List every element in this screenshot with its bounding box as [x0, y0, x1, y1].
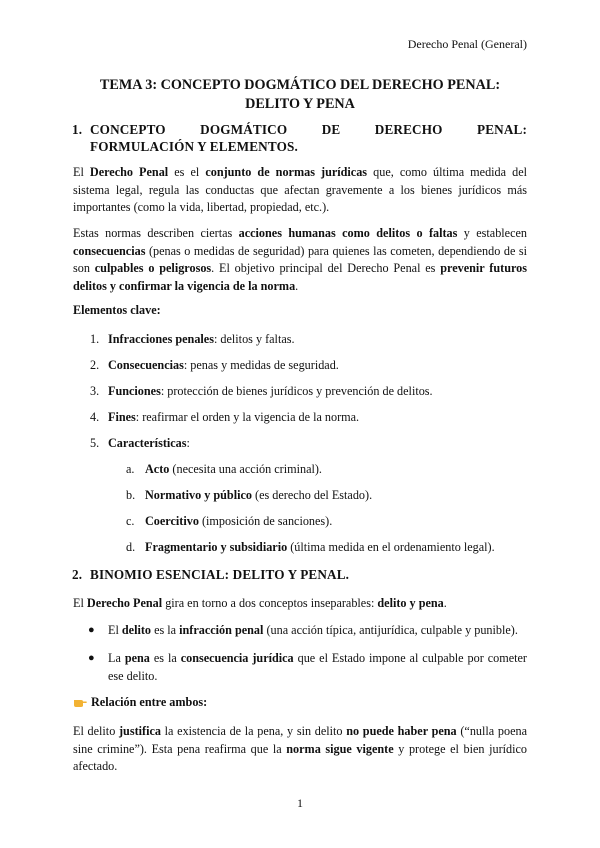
paragraph-definition: El Derecho Penal es el conjunto de normas jurídicas que, como última medida del sistema legal, regula las conductas que afectan gravemente a los bienes jurídicos más importantes (como la vida, libertad, propiedad, etc.). [73, 165, 527, 214]
list-item: 1. Infracciones penales: delitos y faltas. [90, 332, 295, 346]
section-2-number: 2. [72, 567, 83, 582]
paragraph-binomial: El Derecho Penal gira en torno a dos conceptos inseparables: delito y pena. [73, 596, 447, 610]
section-2-title: BINOMIO ESENCIAL: DELITO Y PENAL. [90, 567, 350, 582]
running-header: Derecho Penal (General) [407, 37, 527, 51]
elements-heading: Elementos clave: [73, 303, 161, 317]
list-item: 5. Características: [90, 436, 190, 450]
section-2-heading [72, 566, 527, 583]
paragraph-relation: El delito justifica la existencia de la pena, y sin delito no puede haber pena (“nulla poena sine crimine”). Esta pena reafirma que la norma sigue vigente y protege el bien jurídico afectado. [73, 724, 528, 773]
bullet-item: ● El delito es la infracción penal (una acción típica, antijurídica, culpable y punible). [108, 622, 527, 640]
sub-list-item: c. Coercitivo (imposición de sanciones). [126, 514, 333, 528]
bullet-dot-icon: ● [88, 624, 95, 636]
paragraph-norms: Estas normas describen ciertas acciones humanas como delitos o faltas y establecen consecuencias (penas o medidas de seguridad) para quienes las cometen, dependiendo de si son culpables o peligrosos. El objetivo principal del Derecho Penal es prevenir futuros delitos y confirmar la vigencia de la norma. [73, 226, 528, 293]
list-item: 3. Funciones: protección de bienes jurídicos y prevención de delitos. [90, 384, 433, 398]
section-1-number: 1. [72, 122, 83, 137]
bullet-item: ● La pena es la consecuencia jurídica que el Estado impone al culpable por cometer ese delito. [88, 651, 527, 683]
bullet-dot-icon: ● [88, 652, 95, 664]
sub-list-item: d. Fragmentario y subsidiario (última medida en el ordenamiento legal). [126, 540, 495, 554]
section-1-line-2: FORMULACIÓN Y ELEMENTOS. [90, 139, 298, 154]
page-number: 1 [297, 796, 303, 810]
sub-list-item: b. Normativo y público (es derecho del Estado). [126, 488, 373, 502]
pointing-hand-icon [73, 697, 87, 707]
title-line-1: TEMA 3: CONCEPTO DOGMÁTICO DEL DERECHO PENAL: [99, 77, 501, 93]
list-item: 2. Consecuencias: penas y medidas de seguridad. [90, 358, 339, 372]
sub-list-item: a. Acto (necesita una acción criminal). [126, 462, 322, 476]
section-1-heading [72, 121, 527, 155]
page-title [0, 76, 600, 114]
list-item: 4. Fines: reafirmar el orden y la vigencia de la norma. [90, 410, 360, 424]
title-line-2: DELITO Y PENA [245, 96, 355, 112]
relation-heading: Relación entre ambos: [73, 695, 207, 710]
section-1-line-1: CONCEPTO DOGMÁTICO DE DERECHO PENAL: [90, 122, 527, 137]
